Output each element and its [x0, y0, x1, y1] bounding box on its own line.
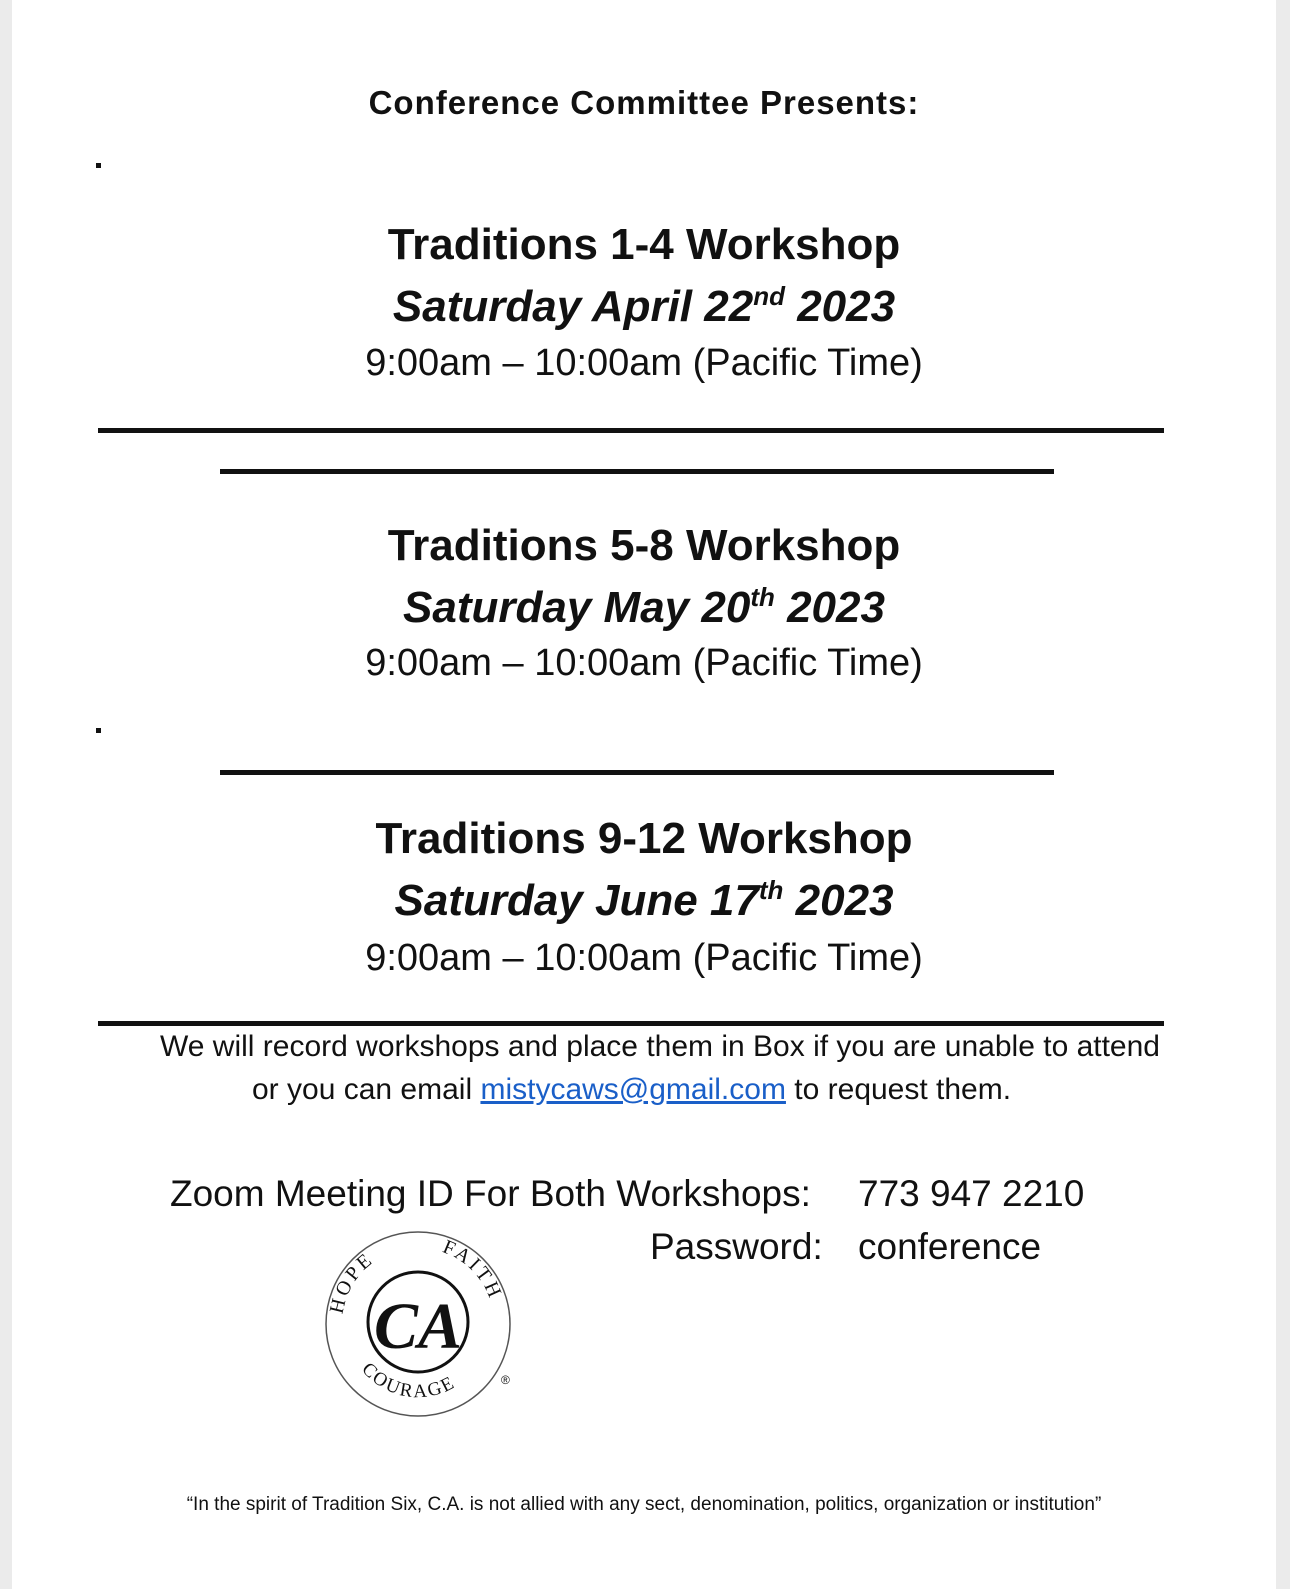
workshop-1-date: Saturday April 22nd 2023 — [392, 281, 896, 331]
workshop-2-date: Saturday May 20th 2023 — [403, 582, 885, 632]
workshop-3-date: Saturday June 17th 2023 — [394, 875, 894, 925]
zoom-password-label: Password: — [650, 1226, 823, 1267]
workshop-1-time: 9:00am – 10:00am (Pacific Time) — [365, 342, 923, 384]
stray-dot — [96, 163, 101, 168]
zoom-id-label: Zoom Meeting ID For Both Workshops: — [170, 1173, 811, 1214]
registered-mark: ® — [501, 1373, 510, 1387]
logo-word-courage: COURAGE — [357, 1358, 459, 1403]
divider — [98, 428, 1164, 433]
workshop-3-time: 9:00am – 10:00am (Pacific Time) — [365, 937, 923, 979]
workshop-2-title: Traditions 5-8 Workshop — [387, 521, 901, 570]
divider — [98, 1021, 1164, 1026]
logo-word-hope: HOPE — [325, 1247, 379, 1316]
zoom-password-value: conference — [858, 1226, 1042, 1267]
ca-logo — [318, 1224, 518, 1424]
workshop-2-time: 9:00am – 10:00am (Pacific Time) — [365, 642, 923, 684]
email-link[interactable]: mistycaws@gmail.com — [480, 1073, 786, 1106]
recording-note-line-2: or you can email mistycaws@gmail.com to request them. — [252, 1073, 1012, 1106]
workshop-1-title: Traditions 1-4 Workshop — [387, 220, 901, 269]
zoom-id-value: 773 947 2210 — [858, 1173, 1085, 1214]
flyer-page — [12, 0, 1276, 1589]
footer-disclaimer: “In the spirit of Tradition Six, C.A. is not allied with any sect, denomination, politics, organization or institution” — [186, 1494, 1102, 1515]
logo-monogram: CA — [373, 1290, 463, 1363]
recording-note-line-1: We will record workshops and place them in Box if you are unable to attend — [160, 1030, 1160, 1063]
divider — [220, 770, 1054, 775]
logo-word-faith: FAITH — [439, 1235, 507, 1304]
presents-heading: Conference Committee Presents: — [368, 84, 920, 121]
workshop-3-title: Traditions 9-12 Workshop — [375, 814, 913, 863]
divider — [220, 469, 1054, 474]
stray-dot — [96, 728, 101, 733]
